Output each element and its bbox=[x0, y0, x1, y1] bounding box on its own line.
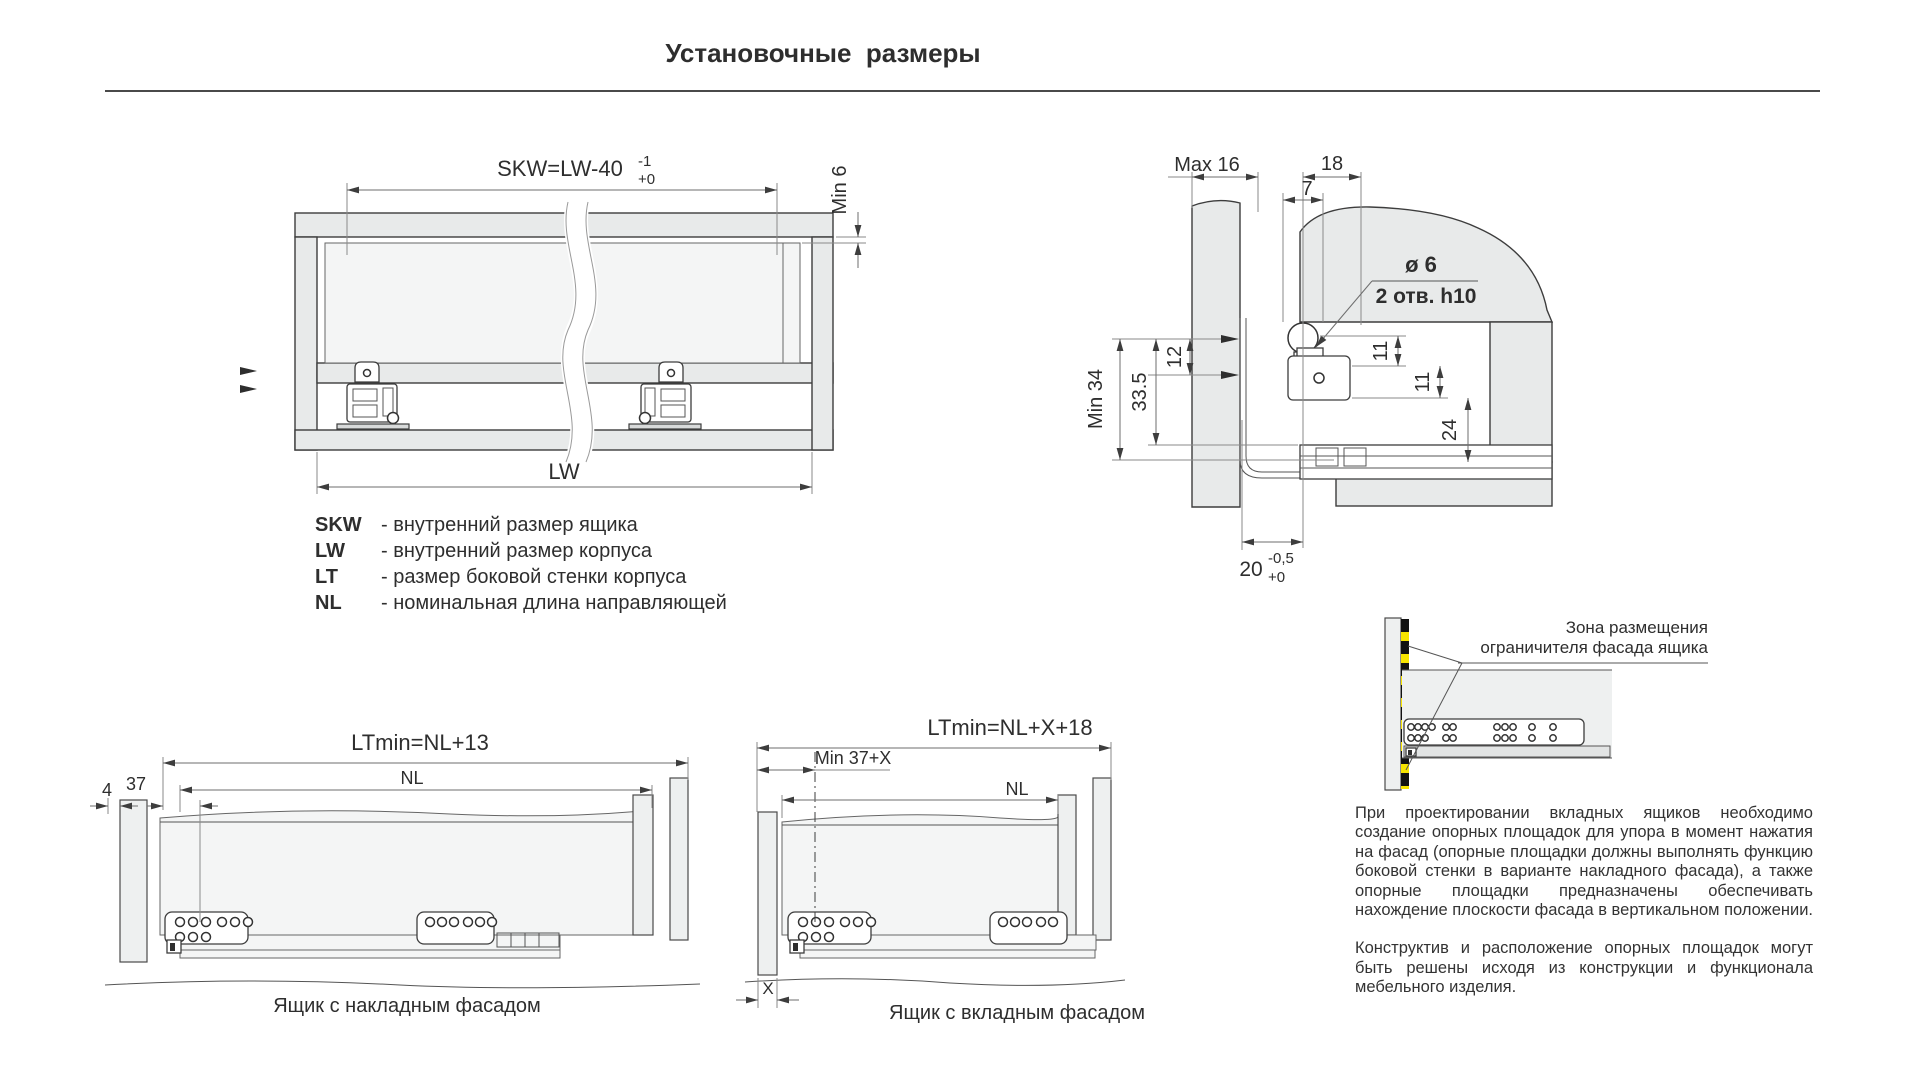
dim-skw-tolerance-upper: -1 bbox=[638, 153, 652, 170]
dim-11-top-label: 11 bbox=[1370, 340, 1392, 362]
section-view-drawing bbox=[1085, 153, 1552, 586]
overlay-drawer-drawing bbox=[90, 730, 700, 988]
legend-term: SKW bbox=[315, 514, 362, 536]
dim-11-mid-label: 11 bbox=[1412, 371, 1434, 393]
dim-max16-label: Max 16 bbox=[1174, 154, 1240, 176]
zone-note-line1: Зона размещения bbox=[1565, 618, 1708, 637]
front-view-drawing bbox=[240, 153, 866, 494]
dim-12-label: 12 bbox=[1164, 345, 1186, 369]
dim-33-5-label: 33.5 bbox=[1129, 372, 1151, 412]
dim-nl-label: NL bbox=[1005, 779, 1029, 799]
zone-note-label bbox=[1390, 618, 1708, 658]
dim-4-label: 4 bbox=[101, 780, 113, 800]
legend-term: LW bbox=[315, 540, 345, 562]
dim-7-label: 7 bbox=[1301, 178, 1313, 200]
dim-20-tolerance-lower: +0 bbox=[1268, 569, 1286, 586]
legend-row bbox=[315, 538, 727, 564]
mount-arrow-icon bbox=[240, 385, 257, 393]
notes-block bbox=[1355, 804, 1813, 1017]
dim-ltmin-label: LTmin=NL+13 bbox=[351, 730, 489, 755]
dim-18-label: 18 bbox=[1320, 153, 1344, 175]
note-paragraph-2: Конструктив и расположение опорных площадок могут быть решены исходя из конструкции и функционала мебельного изделия. bbox=[1355, 939, 1813, 997]
legend-desc: - размер боковой стенки корпуса bbox=[381, 566, 687, 588]
slide-rail bbox=[1404, 719, 1610, 757]
overlay-drawer-caption: Ящик с накладным фасадом bbox=[273, 995, 541, 1017]
zone-note-line2: ограничителя фасада ящика bbox=[1480, 638, 1708, 657]
dim-skw-tolerance-lower: +0 bbox=[638, 171, 656, 188]
inset-drawer-caption: Ящик с вкладным фасадом bbox=[889, 1002, 1145, 1024]
dim-skw-label: SKW=LW-40 bbox=[497, 156, 623, 181]
dim-24-label: 24 bbox=[1439, 418, 1461, 442]
dim-nl-label: NL bbox=[400, 768, 424, 788]
mount-arrow-icon bbox=[240, 367, 257, 375]
dim-min37x-label: Min 37+X bbox=[814, 748, 892, 768]
legend-row bbox=[315, 512, 727, 538]
dimension-legend bbox=[315, 512, 727, 616]
dim-ltmin-label: LTmin=NL+X+18 bbox=[927, 715, 1093, 740]
legend-row bbox=[315, 590, 727, 616]
legend-term: NL bbox=[315, 592, 342, 614]
legend-desc: - номинальная длина направляющей bbox=[381, 592, 727, 614]
hole-diameter-label: ø 6 bbox=[1405, 252, 1437, 277]
legend-desc: - внутренний размер корпуса bbox=[381, 540, 652, 562]
legend-row bbox=[315, 564, 727, 590]
dim-37-label: 37 bbox=[125, 774, 147, 794]
hole-note-label: 2 отв. h10 bbox=[1375, 285, 1477, 308]
title-divider bbox=[105, 90, 1820, 92]
dim-min34-label: Min 34 bbox=[1085, 368, 1107, 430]
dim-min6-label: Min 6 bbox=[829, 165, 851, 215]
dim-x-label: X bbox=[762, 979, 774, 998]
dim-20-label: 20 bbox=[1239, 558, 1263, 581]
dim-20-tolerance-upper: -0,5 bbox=[1268, 550, 1294, 567]
dim-lw-label: LW bbox=[548, 459, 580, 484]
slide-rail-profile bbox=[1300, 445, 1552, 479]
inset-drawer-drawing bbox=[736, 715, 1125, 1008]
note-paragraph-1: При проектировании вкладных ящиков необходимо создание опорных площадок для упора в момент нажатия на фасад (опорные площадки должны выполнять функцию боковой стенки в варианте накладного фасада), а также опорные площадки предназначены обеспечивать нахождение плоскости фасада в вертикальном положении. bbox=[1355, 804, 1813, 920]
legend-desc: - внутренний размер ящика bbox=[381, 514, 638, 536]
legend-term: LT bbox=[315, 566, 338, 588]
page-title: Установочные размеры bbox=[665, 38, 981, 68]
